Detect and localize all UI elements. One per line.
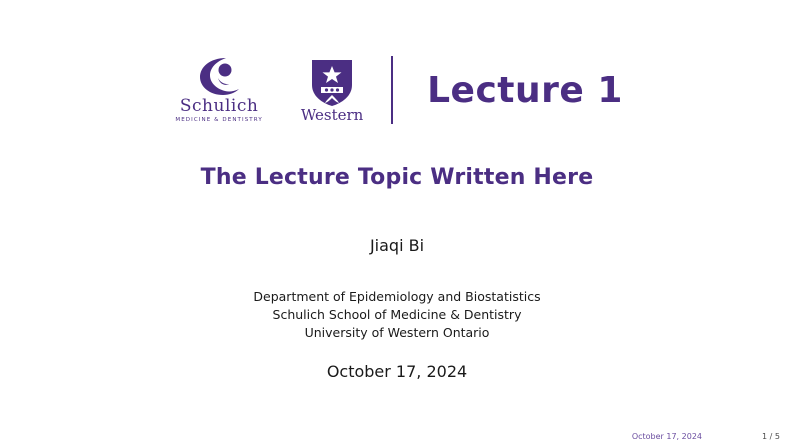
header-divider [391,56,393,124]
slide-date: October 17, 2024 [326,362,468,381]
schulich-tagline: MEDICINE & DENTISTRY [175,117,263,124]
schulich-wordmark: Schulich [179,96,259,117]
footer-page-number: 1 / 5 [762,432,780,441]
slide-author: Jiaqi Bi [369,236,425,255]
footer-date: October 17, 2024 [631,432,702,441]
slide-title: Lecture 1 [427,69,623,111]
slide-header [0,56,794,124]
slide-footer [0,425,794,441]
institute-line-1: Department of Epidemiology and Biostatistics [253,289,541,304]
slide-institute [0,288,794,341]
logo-group [171,56,369,124]
slide-subtitle: The Lecture Topic Written Here [200,165,594,190]
institute-line-2: Schulich School of Medicine & Dentistry [272,306,522,322]
schulich-crescent-icon [196,56,242,96]
western-wordmark: Western [300,106,364,124]
institute-line-3: University of Western Ontario [304,324,490,340]
western-logo [295,57,369,123]
western-shield-icon [308,57,356,107]
schulich-logo [171,56,267,124]
